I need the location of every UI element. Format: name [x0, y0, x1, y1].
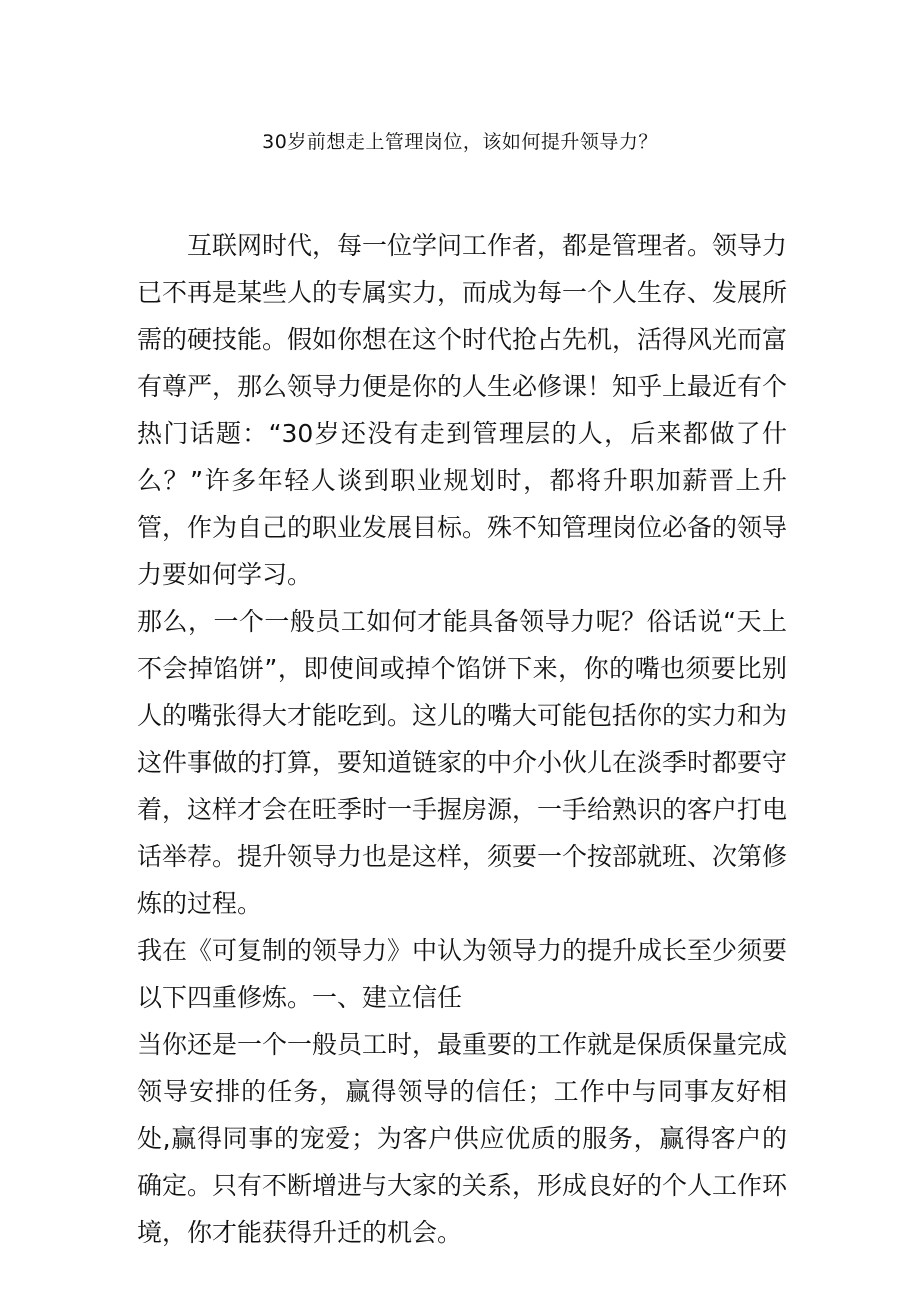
paragraph-four-cultivations: 我在《可复制的领导力》中认为领导力的提升成长至少须要以下四重修炼。一、建立信任	[137, 936, 788, 1012]
document-title: 30岁前想走上管理岗位，该如何提升领导力？	[262, 131, 658, 153]
paragraph-build-trust: 当你还是一个一般员工时，最重要的工作就是保质保量完成领导安排的任务，赢得领导的信任；工作中与同事友好相处,赢得同事的宠爱；为客户供应优质的服务，赢得客户的确定。只有不断增进与大家的关系，形成良好的个人工作环境，你才能获得升迁的机会。	[137, 1030, 788, 1247]
paragraph-ordinary-employee: 那么，一个一般员工如何才能具备领导力呢？俗话说“天上不会掉馅饼”，即使间或掉个馅饼下来，你的嘴也须要比别人的嘴张得大才能吃到。这儿的嘴大可能包括你的实力和为这件事做的打算，要知道链家的中介小伙儿在淡季时都要守着，这样才会在旺季时一手握房源，一手给熟识的客户打电话举荐。提升领导力也是这样，须要一个按部就班、次第修炼的过程。	[137, 607, 788, 918]
document-body	[137, 222, 787, 1256]
paragraph-intro: 互联网时代，每一位学问工作者，都是管理者。领导力已不再是某些人的专属实力，而成为每一个人生存、发展所需的硬技能。假如你想在这个时代抢占先机，活得风光而富有尊严，那么领导力便是你的人生必修课！知乎上最近有个热门话题：“30岁还没有走到管理层的人，后来都做了什么？”许多年轻人谈到职业规划时，都将升职加薪晋上升管，作为自己的职业发展目标。殊不知管理岗位必备的领导力要如何学习。	[137, 231, 788, 589]
